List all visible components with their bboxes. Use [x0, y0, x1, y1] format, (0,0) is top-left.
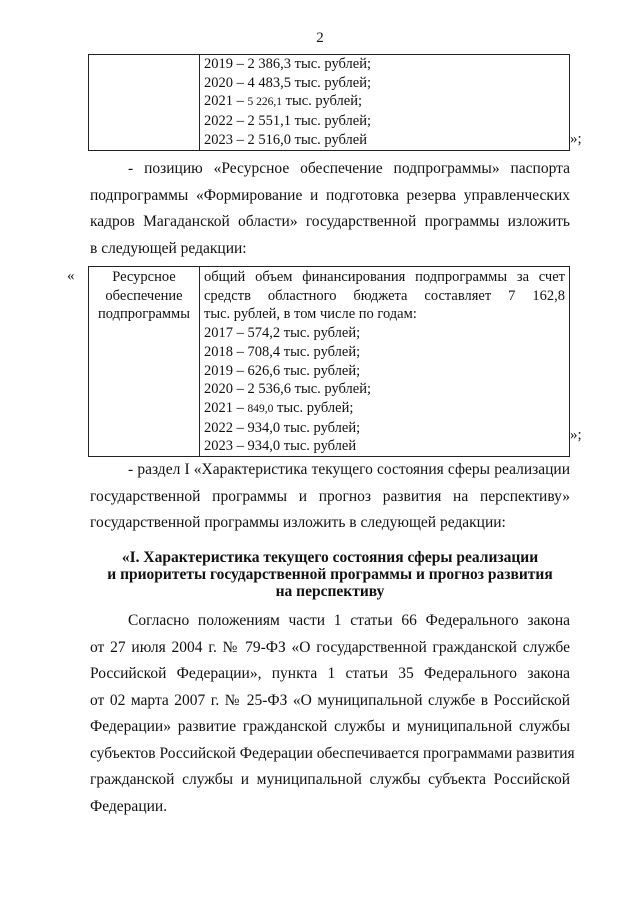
funding-amount: 2 516,0: [247, 131, 291, 148]
funding-unit: тыс. рублей;: [291, 113, 371, 130]
para1-line: подпрограммы «Формирование и подготовка резерва управленческих: [90, 186, 570, 204]
resource-intro-line: средств областного бюджета составляет 7 162,8: [204, 287, 565, 304]
para2-line: - раздел I «Характеристика текущего состояния сферы реализации: [128, 461, 570, 478]
resource-intro-line: общий объем финансирования подпрограммы за счет: [204, 269, 565, 285]
funding-unit: тыс. рублей: [280, 438, 357, 455]
funding-amount: 934,0: [247, 419, 281, 436]
heading-line: «I. Характеристика текущего состояния сферы реализации: [121, 549, 539, 566]
funding-year-line: [204, 399, 565, 419]
para2-line: государственной программы изложить в следующей редакции:: [90, 514, 506, 531]
para3-line: Согласно положениям части 1 статьи 66 Федерального закона: [128, 612, 570, 629]
funding-amount: 2 386,3: [247, 56, 291, 72]
funding-year: 2017: [204, 325, 233, 342]
heading-line: и приоритеты государственной программы и прогноз развития: [107, 566, 553, 583]
funding-unit: тыс. рублей;: [291, 74, 371, 91]
para1-line: - позицию «Ресурсное обеспечение подпрограммы» паспорта: [128, 160, 570, 177]
funding-year: 2019: [204, 362, 233, 379]
funding-separator: –: [233, 362, 248, 379]
funding-separator: –: [233, 131, 248, 148]
funding-unit: тыс. рублей;: [291, 381, 371, 398]
para3-line: от 02 марта 2007 г. № 25-ФЗ «О муниципальной службе в Российской: [90, 691, 570, 709]
page-number: 2: [316, 30, 324, 46]
para3-line: от 27 июля 2004 г. № 79-ФЗ «О государственной гражданской службе: [90, 638, 570, 656]
funding-unit: тыс. рублей;: [291, 56, 371, 72]
funding-amount: 2 551,1: [247, 113, 291, 130]
paragraph-legal-basis: [90, 608, 575, 820]
funding-year-line: [204, 380, 565, 399]
funding-year: 2021: [204, 399, 233, 416]
funding-unit: тыс. рублей;: [273, 399, 354, 416]
funding-amount: 849,0: [247, 402, 274, 415]
funding-amount: 574,2: [247, 325, 281, 342]
para3-line: Федерации.: [90, 797, 168, 815]
funding-year-line: [204, 131, 569, 150]
funding-separator: –: [233, 113, 248, 130]
para2-line: государственной программы и прогноз развития на перспективу»: [90, 487, 570, 505]
funding-amount: 934,0: [247, 438, 281, 455]
funding-separator: –: [233, 343, 248, 360]
funding-unit: тыс. рублей;: [280, 419, 361, 436]
funding-year-line: [204, 419, 565, 438]
funding-table-continuation: [88, 54, 570, 151]
section-heading: [90, 549, 570, 600]
funding-amount: 2 536,6: [247, 381, 291, 398]
para3-line: гражданской службы и муниципальной службы субъекта Российской: [90, 771, 570, 788]
funding-year: 2023: [204, 438, 233, 455]
funding-unit: тыс. рублей;: [280, 362, 361, 379]
resource-label-cell: [89, 267, 200, 457]
paragraph-section-replace: [90, 457, 570, 537]
funding-year-line: [204, 92, 569, 112]
funding-year: 2018: [204, 343, 233, 360]
funding-unit: тыс. рублей;: [280, 343, 361, 360]
funding-year: 2019: [204, 56, 233, 72]
para3-line: субъектов Российской Федерации обеспечивается программами развития: [90, 744, 575, 762]
funding-separator: –: [233, 438, 248, 455]
funding-unit: тыс. рублей: [291, 131, 367, 148]
funding-year: 2021: [204, 93, 233, 110]
heading-line: на перспективу: [275, 583, 385, 600]
funding-year: 2022: [204, 113, 233, 130]
funding-year-line: [204, 112, 569, 131]
funding-amount: 626,6: [247, 362, 281, 379]
funding-separator: –: [233, 74, 248, 91]
table1-left-cell: [89, 55, 200, 151]
para3-line: Российской Федерации», пункта 1 статьи 35 Федерального закона: [90, 665, 570, 682]
funding-amount: 5 226,1: [247, 96, 282, 109]
funding-year: 2022: [204, 419, 233, 436]
resource-table: [88, 266, 570, 457]
funding-year-line: [204, 362, 565, 381]
para3-line: Федерации» развитие гражданской службы и муниципальной службы: [90, 718, 570, 735]
resource-label-line: подпрограммы: [98, 306, 190, 323]
funding-year-line: [204, 55, 569, 74]
funding-year: 2023: [204, 131, 233, 148]
para1-line: кадров Магаданской области» государственной программы изложить: [90, 213, 570, 230]
funding-year: 2020: [204, 74, 233, 91]
funding-year-line: [204, 74, 569, 93]
funding-year: 2020: [204, 381, 233, 398]
table2-open-quote: «: [67, 268, 75, 284]
table2-close-quote: »;: [570, 427, 582, 443]
funding-year-line: [204, 437, 565, 456]
funding-year-line: [204, 324, 565, 343]
funding-unit: тыс. рублей;: [282, 93, 362, 110]
funding-separator: –: [233, 399, 248, 416]
table1-right-cell: [200, 55, 570, 151]
funding-amount: 4 483,5: [247, 74, 291, 91]
resource-value-cell: [200, 267, 570, 457]
table1-close-quote: »;: [570, 131, 582, 147]
funding-separator: –: [233, 325, 248, 342]
funding-separator: –: [233, 419, 248, 436]
funding-year-line: [204, 343, 565, 362]
resource-label-line: Ресурсное: [112, 269, 176, 285]
resource-intro-line: тыс. рублей, в том числе по годам:: [204, 306, 417, 323]
paragraph-resource-position: [90, 156, 570, 262]
para1-line: в следующей редакции:: [90, 239, 247, 257]
funding-unit: тыс. рублей;: [280, 325, 361, 342]
funding-separator: –: [233, 381, 248, 398]
funding-amount: 708,4: [247, 343, 281, 360]
funding-separator: –: [233, 93, 248, 110]
funding-separator: –: [233, 56, 248, 72]
resource-label-line: обеспечение: [105, 287, 183, 304]
